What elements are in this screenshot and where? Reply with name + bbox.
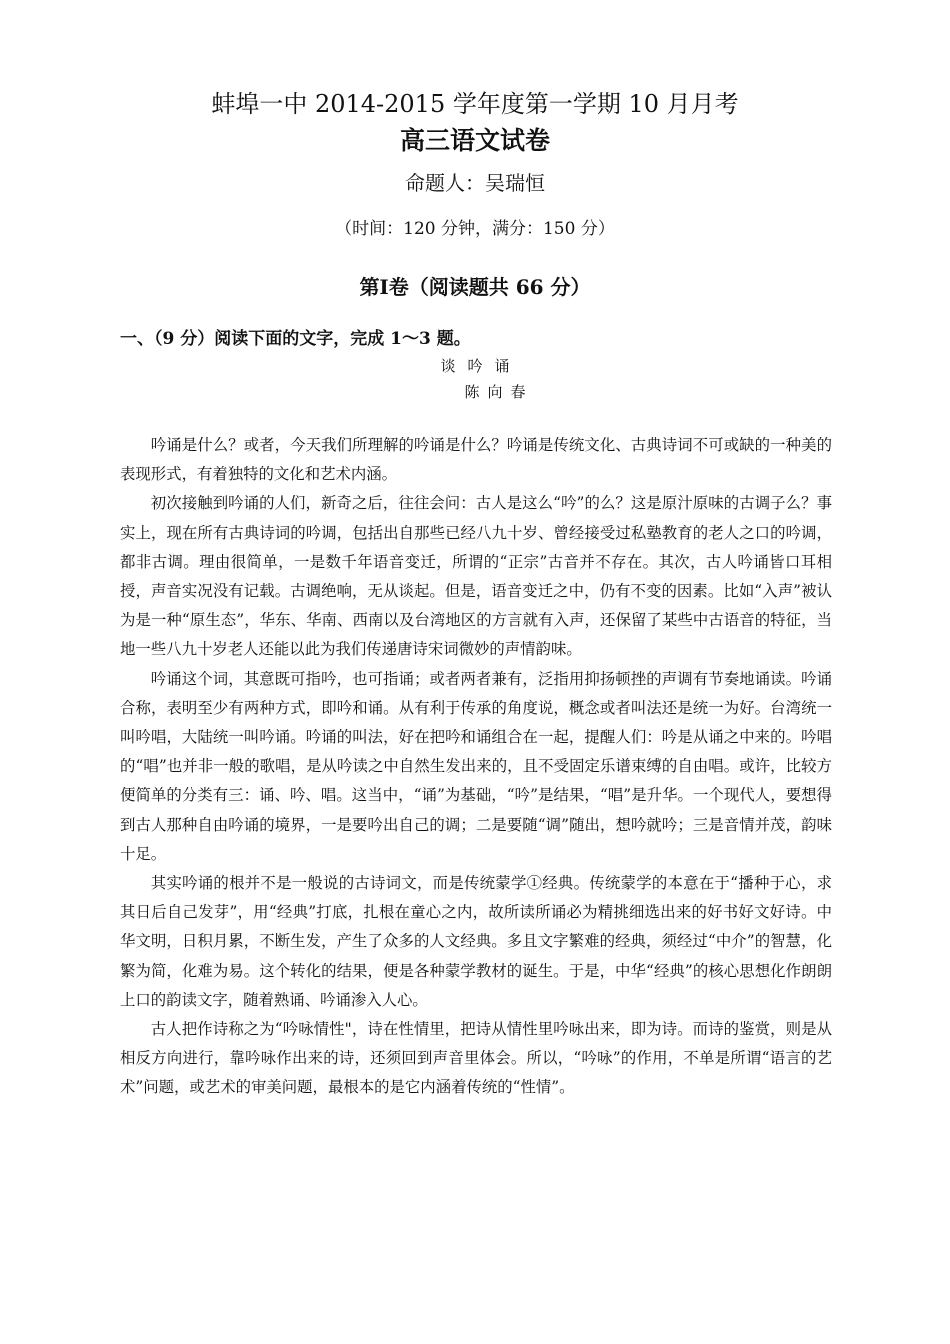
article-paragraph-3: 吟诵这个词，其意既可指吟，也可指诵；或者两者兼有，泛指用抑扬顿挫的声调有节奏地诵读。吟诵合称，表明至少有两种方式，即吟和诵。从有利于传承的角度说，概念或者叫法还是统一为好。台湾统一叫吟唱，大陆统一叫吟诵。吟诵的叫法，好在把吟和诵组合在一起，提醒人们：吟是从诵之中来的。吟唱的“唱”也并非一般的歌唱，是从吟读之中自然生发出来的，且不受固定乐谱束缚的自由唱。或许，比较方便简单的分类有三：诵、吟、唱。这当中，“诵”为基础，“吟”是结果，“唱”是升华。一个现代人，要想得到古人那种自由吟诵的境界，一是要吟出自己的调；二是要随“调”随出，想吟就吟；三是音情并茂，韵味十足。 [120,669,832,863]
school-title: 蚌埠一中 2014-2015 学年度第一学期 10 月月考 [211,90,739,118]
article-paragraph-4: 其实吟诵的根并不是一般说的古诗词文，而是传统蒙学①经典。传统蒙学的本意在于“播种于心，求其日后自己发芽”，用“经典”打底，扎根在童心之内，故所读所诵必为精挑细选出来的好书好文好诗。中华文明，日积月累，不断生发，产生了众多的人文经典。多且文字繁难的经典，须经过“中介”的智慧，化繁为简，化难为易。这个转化的结果，便是各种蒙学教材的诞生。于是，中华“经典”的核心思想化作朗朗上口的韵读文字，随着熟诵、吟诵渗入人心。 [120,874,832,1009]
article-body [120,431,832,1103]
article-paragraph-1: 吟诵是什么？或者，今天我们所理解的吟诵是什么？吟诵是传统文化、古典诗词不可或缺的一种美的表现形式，有着独特的文化和艺术内涵。 [120,436,832,484]
time-and-score-info: （时间：120 分钟，满分：150 分） [335,219,615,239]
question-heading: 一、（9 分）阅读下面的文字，完成 1～3 题。 [120,329,471,349]
question-setter: 命题人：吴瑞恒 [405,171,545,195]
section-title: 第Ⅰ卷（阅读题共 66 分） [359,275,591,299]
exam-title: 高三语文试卷 [399,126,550,155]
article-author: 陈向春 [464,383,534,401]
article-paragraph-5: 古人把作诗称之为“吟咏情性"，诗在性情里，把诗从情性里吟咏出来，即为诗。而诗的鉴赏，则是从相反方向进行，靠吟咏作出来的诗，还须回到声音里体会。所以，“吟咏”的作用，不单是所谓“语言的艺术”问题，或艺术的审美问题，最根本的是它内涵着传统的“性情”。 [120,1020,832,1097]
article-title: 谈吟诵 [440,357,522,375]
article-paragraph-2: 初次接触到吟诵的人们，新奇之后，往往会问：古人是这么“吟”的么？这是原汁原味的古调子么？事实上，现在所有古典诗词的吟调，包括出自那些已经八九十岁、曾经接受过私塾教育的老人之口的吟调，都非古调。理由很简单，一是数千年语音变迁，所谓的“正宗”古音并不存在。其次，古人吟诵皆口耳相授，声音实况没有记载。古调绝响，无从谈起。但是，语音变迁之中，仍有不变的因素。比如“入声”被认为是一种“原生态”，华东、华南、西南以及台湾地区的方言就有入声，还保留了某些中古语音的特征，当地一些八九十岁老人还能以此为我们传递唐诗宋词微妙的声情韵味。 [120,494,832,659]
